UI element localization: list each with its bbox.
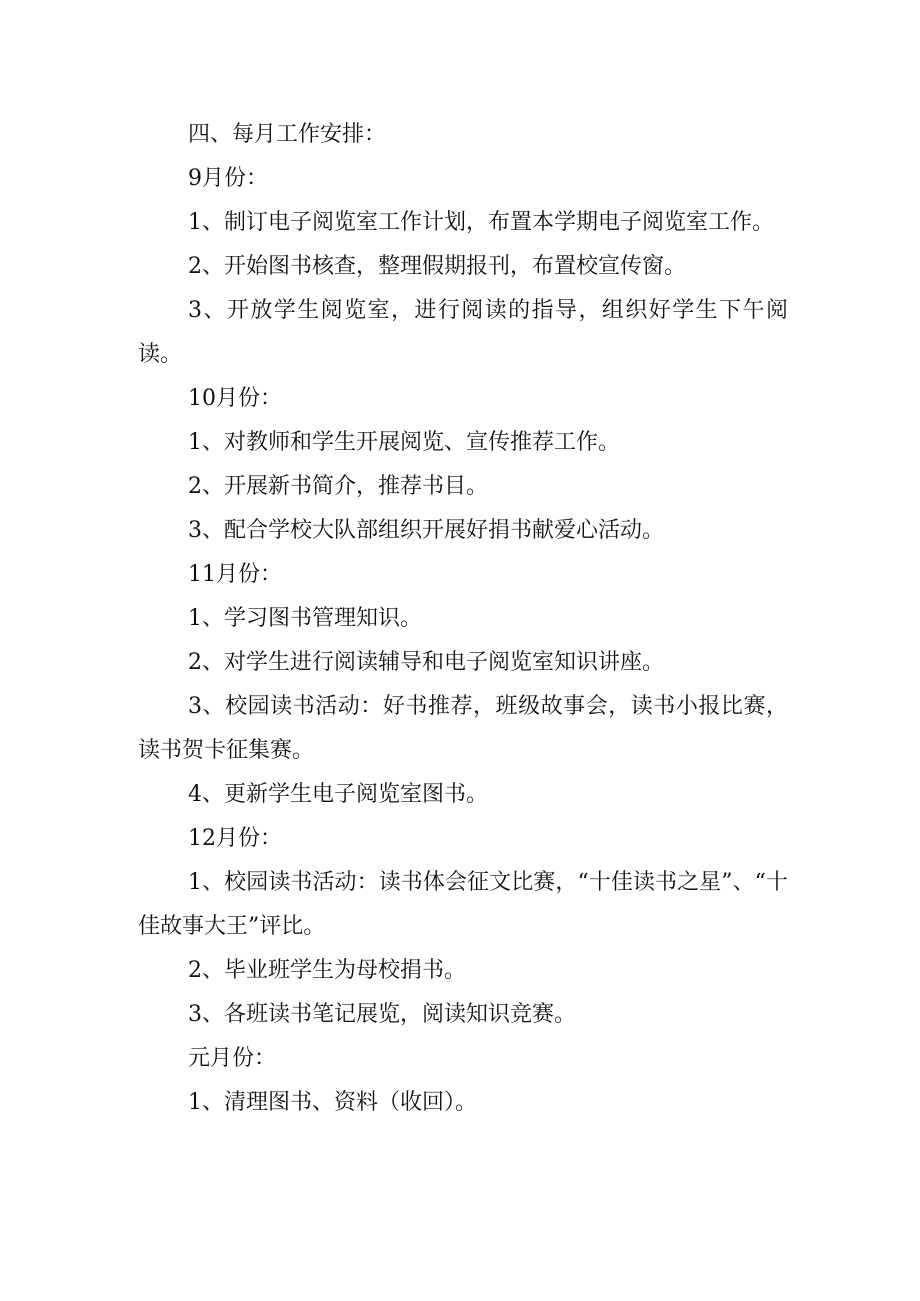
december-item-1: 1、校园读书活动：读书体会征文比赛，“十佳读书之星”、“十佳故事大王”评比。 bbox=[138, 870, 788, 939]
november-item-2: 2、对学生进行阅读辅导和电子阅览室知识讲座。 bbox=[188, 650, 664, 675]
september-item-3: 3、开放学生阅览室，进行阅读的指导，组织好学生下午阅读。 bbox=[138, 298, 788, 367]
january-item-1: 1、清理图书、资料（收回）。 bbox=[188, 1090, 477, 1115]
november-item-1: 1、学习图书管理知识。 bbox=[188, 606, 422, 631]
november-item-4: 4、更新学生电子阅览室图书。 bbox=[188, 782, 488, 807]
month-heading-september: 9月份： bbox=[188, 166, 268, 191]
document-body bbox=[138, 113, 788, 1125]
december-item-2: 2、毕业班学生为母校捐书。 bbox=[188, 958, 466, 983]
september-item-2: 2、开始图书核查，整理假期报刊，布置校宣传窗。 bbox=[188, 254, 686, 279]
month-heading-december: 12月份： bbox=[188, 826, 282, 851]
october-item-3: 3、配合学校大队部组织开展好捐书献爱心活动。 bbox=[188, 518, 664, 543]
october-item-2: 2、开展新书简介，推荐书目。 bbox=[188, 474, 488, 499]
section-title: 四、每月工作安排： bbox=[188, 122, 387, 147]
month-heading-november: 11月份： bbox=[188, 562, 282, 587]
september-item-1: 1、制订电子阅览室工作计划，布置本学期电子阅览室工作。 bbox=[188, 210, 774, 235]
october-item-1: 1、对教师和学生开展阅览、宣传推荐工作。 bbox=[188, 430, 620, 455]
month-heading-january: 元月份： bbox=[188, 1046, 277, 1071]
november-item-3: 3、校园读书活动：好书推荐，班级故事会，读书小报比赛，读书贺卡征集赛。 bbox=[138, 694, 788, 763]
month-heading-october: 10月份： bbox=[188, 386, 282, 411]
december-item-3: 3、各班读书笔记展览，阅读知识竞赛。 bbox=[188, 1002, 576, 1027]
